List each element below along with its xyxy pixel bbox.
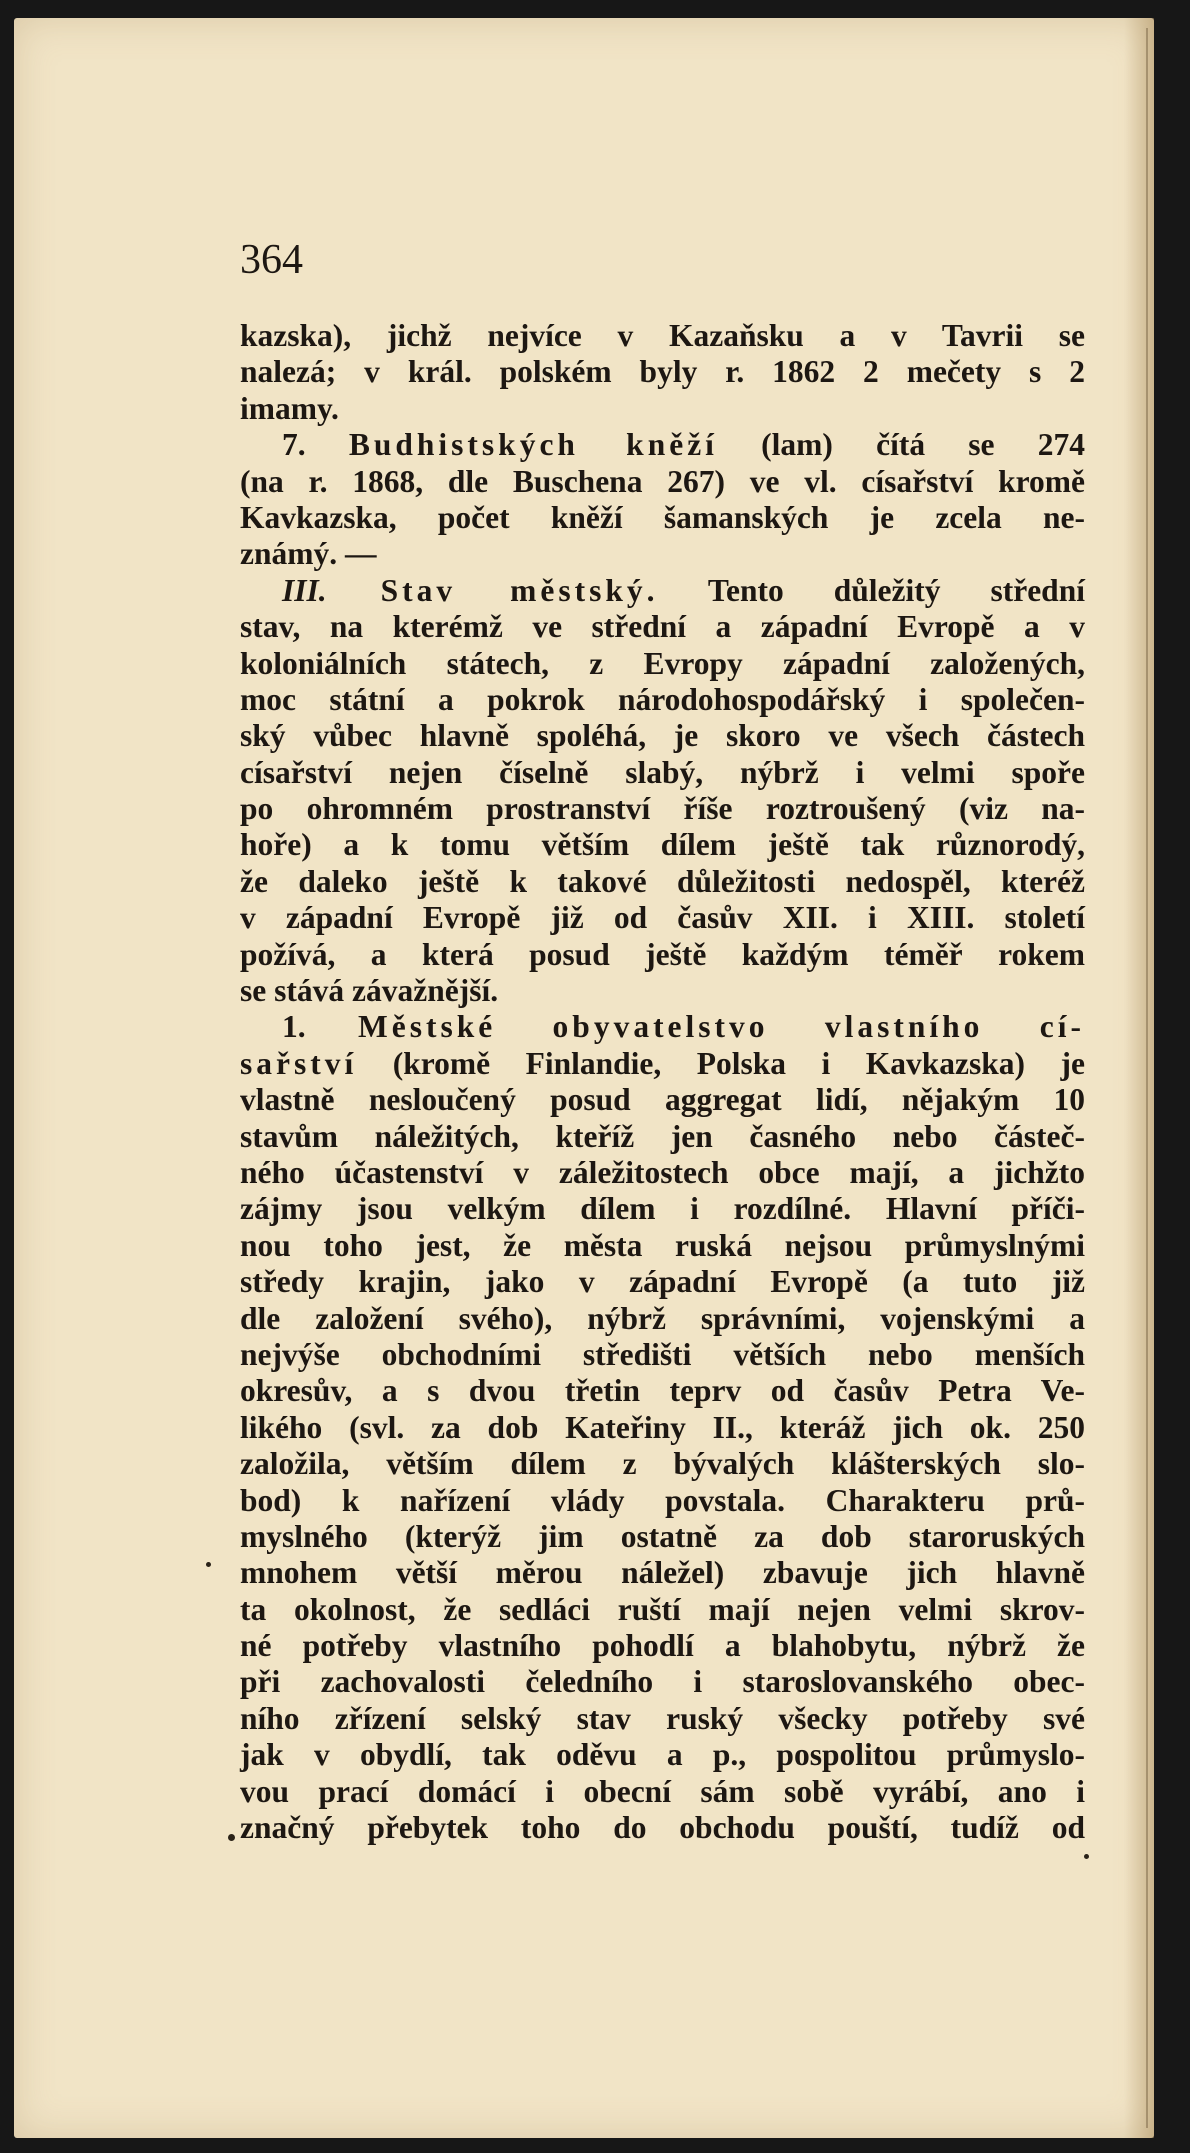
text-line — [240, 1301, 1085, 1337]
text-line — [240, 1373, 1085, 1409]
text-line — [240, 1264, 1085, 1300]
text-run: po ohromném prostranství říše roztroušený (viz na- — [240, 791, 1085, 827]
print-speck — [206, 1562, 211, 1567]
text-line — [240, 536, 1085, 572]
text-run: při zachovalosti čeledního i staroslovanského obec- — [240, 1664, 1085, 1700]
text-run: v západní Evropě již od časův XII. i XIII. století — [240, 900, 1085, 936]
text-run: císařství nejen číselně slabý, nýbrž i velmi spoře — [240, 754, 1085, 790]
text-run: Městské obyvatelstvo vlastního cí- — [357, 1009, 1085, 1045]
text-run: nalezá; v král. polském byly r. 1862 2 mečety s 2 — [240, 354, 1085, 390]
text-line — [240, 1155, 1085, 1191]
text-run: (kromě Finlandie, Polska i Kavkazska) je — [357, 1045, 1085, 1081]
text-run: se stává závažnější. — [240, 973, 499, 1009]
text-run: založila, větším dílem z bývalých klášterských slo- — [240, 1446, 1085, 1482]
text-line — [240, 1119, 1085, 1155]
text-run: mnohem větší měrou náležel) zbavuje jich hlavně — [240, 1555, 1085, 1591]
text-line — [240, 900, 1085, 936]
text-run: kazska), jichž nejvíce v Kazaňsku a v Tavrii se — [240, 318, 1085, 353]
text-run: (na r. 1868, dle Buschena 267) ve vl. císařství kromě — [240, 463, 1085, 499]
text-line — [240, 864, 1085, 900]
text-run: že daleko ještě k takové důležitosti nedospěl, kteréž — [240, 863, 1085, 899]
print-speck — [228, 1834, 235, 1841]
body-text — [240, 318, 1085, 1846]
text-line — [240, 427, 1085, 463]
text-line — [240, 1009, 1085, 1045]
text-line — [240, 937, 1085, 973]
text-line — [240, 1337, 1085, 1373]
text-run: Kavkazska, počet kněží šamanských je zcela ne- — [240, 499, 1085, 535]
text-run: Stav městský. — [326, 572, 659, 608]
text-line — [240, 1592, 1085, 1628]
text-run: středy krajin, jako v západní Evropě (a tuto již — [240, 1264, 1085, 1300]
text-line — [240, 1191, 1085, 1227]
text-line — [240, 1519, 1085, 1555]
text-line — [240, 1774, 1085, 1810]
text-run: ního zřízení selský stav ruský všecky potřeby své — [240, 1700, 1085, 1736]
text-run: likého (svl. za dob Kateřiny II., kteráž jich ok. 250 — [240, 1409, 1085, 1445]
text-run: jak v obydlí, tak oděvu a p., pospolitou průmyslo- — [240, 1737, 1085, 1773]
text-run: Tento důležitý střední — [658, 572, 1085, 608]
text-line — [240, 354, 1085, 390]
text-run: 1. — [282, 1009, 358, 1045]
text-line — [240, 1664, 1085, 1700]
text-line — [240, 464, 1085, 500]
text-line — [240, 718, 1085, 754]
text-line — [240, 573, 1085, 609]
text-line — [240, 1628, 1085, 1664]
text-line — [240, 609, 1085, 645]
print-speck — [1084, 1854, 1089, 1859]
text-run: 7. — [282, 427, 349, 463]
text-line — [240, 1446, 1085, 1482]
text-run: okresův, a s dvou třetin teprv od časův Petra Ve- — [240, 1373, 1085, 1409]
text-run: Budhistských kněží — [348, 427, 718, 463]
text-line — [240, 973, 1085, 1009]
text-line — [240, 646, 1085, 682]
text-line — [240, 318, 1085, 354]
text-run: stavům náležitých, kteříž jen časného nebo částeč- — [240, 1118, 1085, 1154]
text-run: myslného (kterýž jim ostatně za dob staroruských — [240, 1518, 1085, 1554]
text-run: zájmy jsou velkým dílem i rozdílné. Hlavní příči- — [240, 1191, 1085, 1227]
text-line — [240, 391, 1085, 427]
text-run: nou toho jest, že města ruská nejsou průmyslnými — [240, 1227, 1085, 1263]
text-run: (lam) čítá se 274 — [717, 427, 1086, 463]
text-line — [240, 682, 1085, 718]
text-run: imamy. — [240, 390, 339, 426]
text-run: nejvýše obchodními středišti větších nebo menších — [240, 1336, 1085, 1372]
text-line — [240, 1228, 1085, 1264]
text-run: moc státní a pokrok národohospodářský i společen- — [240, 681, 1085, 717]
text-line — [240, 1555, 1085, 1591]
text-run: bod) k nařízení vlády povstala. Charakteru prů- — [240, 1482, 1085, 1518]
text-line — [240, 791, 1085, 827]
text-line — [240, 1737, 1085, 1773]
text-run: známý. — — [240, 536, 377, 572]
text-run: dle založení svého), nýbrž správními, vojenskými a — [240, 1300, 1085, 1336]
text-run: ta okolnost, že sedláci ruští mají nejen velmi skrov- — [240, 1591, 1085, 1627]
text-line — [240, 1410, 1085, 1446]
text-line — [240, 1046, 1085, 1082]
text-run: hoře) a k tomu větším dílem ještě tak různorodý, — [240, 827, 1085, 863]
text-line — [240, 1082, 1085, 1118]
text-line — [240, 1701, 1085, 1737]
text-run: vou prací domácí i obecní sám sobě vyrábí, ano i — [240, 1773, 1085, 1809]
text-run: koloniálních státech, z Evropy západní založených, — [240, 645, 1085, 681]
text-line — [240, 755, 1085, 791]
text-run: značný přebytek toho do obchodu pouští, tudíž od — [240, 1810, 1085, 1846]
text-line — [240, 1483, 1085, 1519]
text-line — [240, 827, 1085, 863]
text-run: III. — [282, 572, 327, 608]
text-run: ský vůbec hlavně spoléhá, je skoro ve všech částech — [240, 718, 1085, 754]
text-run: požívá, a která posud ještě každým téměř rokem — [240, 936, 1085, 972]
page-edge-shadow — [1124, 18, 1154, 2138]
page-edge-line — [1146, 28, 1148, 2128]
text-run: né potřeby vlastního pohodlí a blahobytu, nýbrž že — [240, 1628, 1085, 1664]
text-line — [240, 500, 1085, 536]
text-run: ného účastenství v záležitostech obce mají, a jichžto — [240, 1154, 1085, 1190]
text-run: vlastně nesloučený posud aggregat lidí, nějakým 10 — [240, 1082, 1085, 1118]
page-number: 364 — [240, 237, 303, 283]
text-run: sařství — [240, 1045, 358, 1081]
text-line — [240, 1810, 1085, 1846]
text-run: stav, na kterémž ve střední a západní Evropě a v — [240, 609, 1085, 645]
